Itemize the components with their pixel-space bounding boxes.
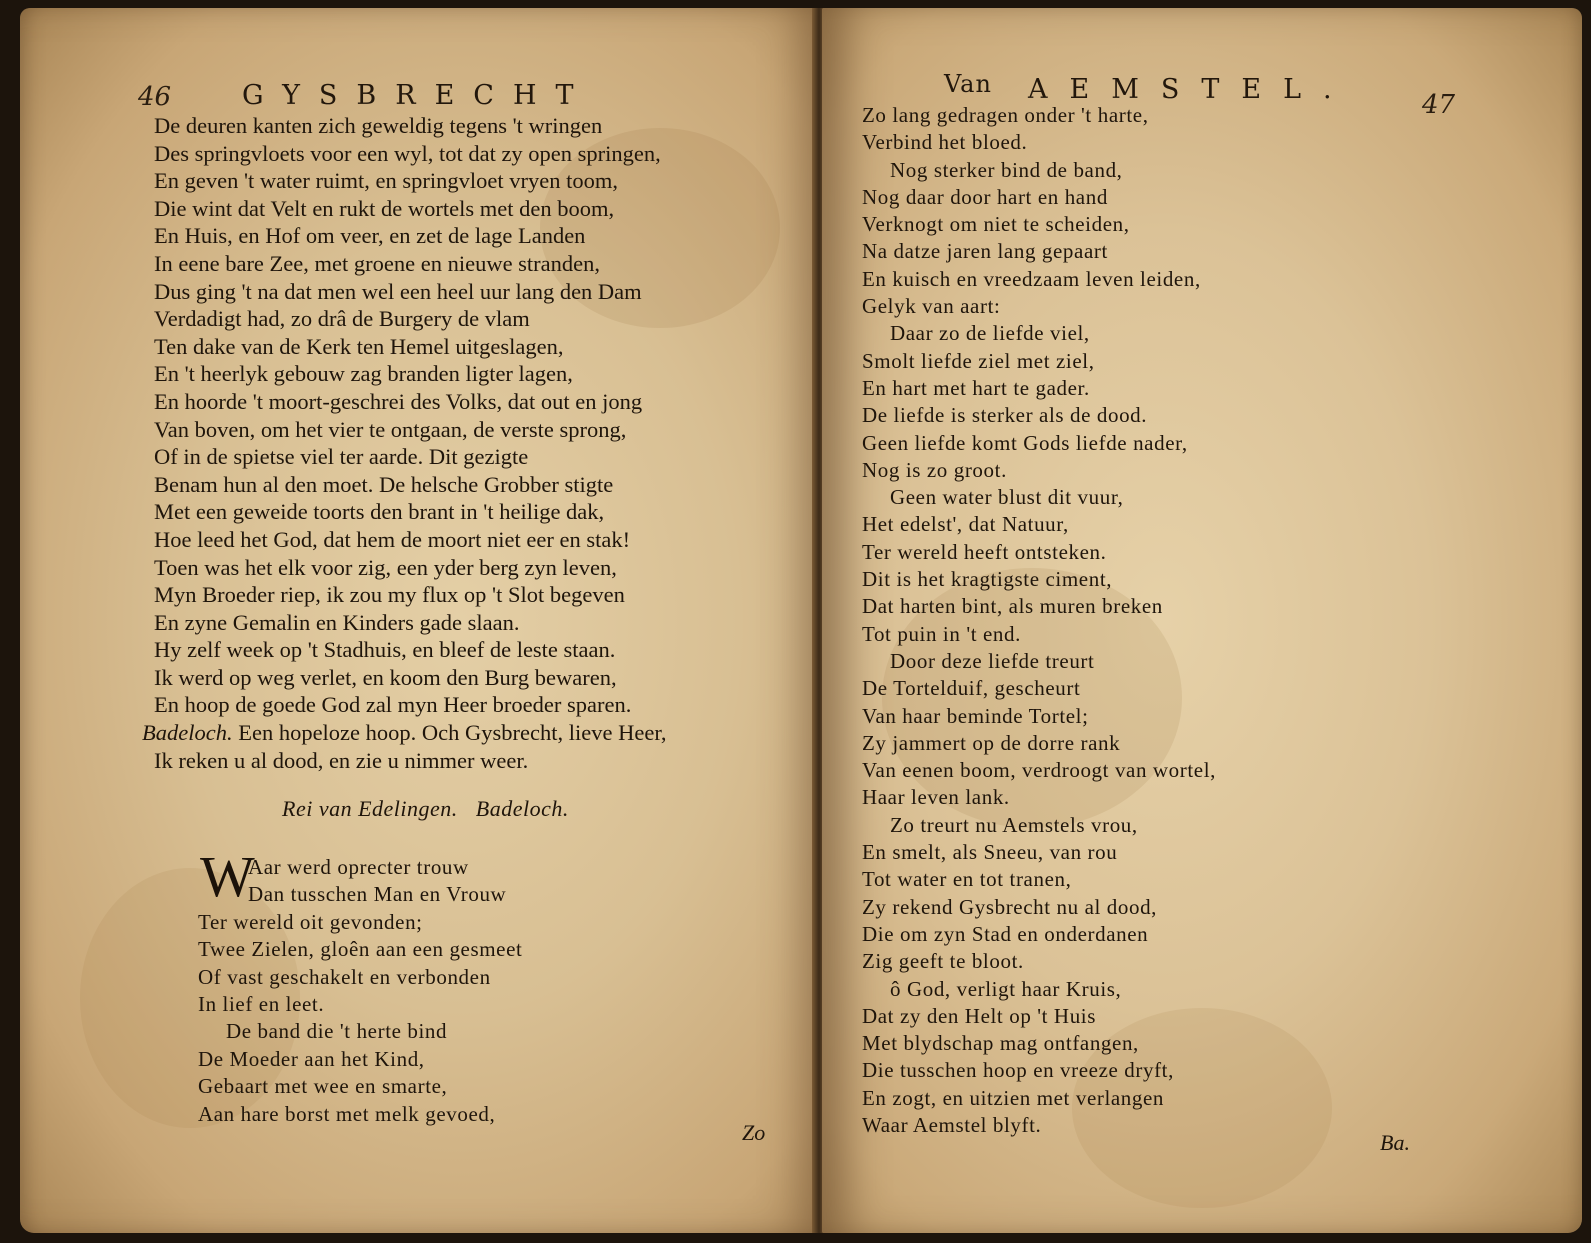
verse-line: Hy zelf week op 't Stadhuis, en bleef de leste staan. — [154, 637, 616, 663]
verse-line: Dat zy den Helt op 't Huis — [862, 1003, 1097, 1028]
verse-line: Ter wereld heeft ontsteken. — [862, 539, 1107, 564]
verse-line: En Huis, en Hof om veer, en zet de lage Landen — [154, 223, 586, 249]
verse-line: De liefde is sterker als de dood. — [862, 403, 1148, 428]
verse-line: Tot water en tot tranen, — [862, 867, 1072, 892]
song-line: Twee Zielen, gloên aan een gesmeet — [198, 937, 523, 962]
verse-line: Nog daar door hart en hand — [862, 184, 1108, 209]
catchword-right: Ba. — [1380, 1130, 1410, 1155]
verse-line: Met blydschap mag ontfangen, — [862, 1031, 1139, 1056]
verse-line: De deuren kanten zich geweldig tegens 't wringen — [154, 113, 603, 138]
verse-line: Ten dake van de Kerk ten Hemel uitgeslagen, — [154, 333, 564, 359]
right-page — [822, 8, 1582, 1233]
speaker-name: Badeloch. — [142, 720, 233, 746]
verse-line: Zy rekend Gysbrecht nu al dood, — [862, 894, 1158, 919]
verse-line: Met een geweide toorts den brant in 't heilige dak, — [154, 499, 605, 525]
verse-line: Tot puin in 't end. — [862, 621, 1021, 646]
song-block-left — [198, 854, 522, 1128]
verse-line: Geen liefde komt Gods liefde nader, — [862, 430, 1188, 455]
verse-line: Zo lang gedragen onder 't harte, — [862, 103, 1149, 127]
song-line: De band die 't herte bind — [226, 1019, 448, 1044]
left-page — [20, 8, 820, 1233]
verse-line: En zyne Gemalin en Kinders gade slaan. — [154, 609, 520, 635]
song-line: Of vast geschakelt en verbonden — [198, 964, 491, 989]
verse-line: En smelt, als Sneeu, van rou — [862, 840, 1118, 865]
speech-line: Ik reken u al dood, en zie u nimmer weer. — [154, 747, 529, 773]
verse-line: En 't heerlyk gebouw zag branden ligter lagen, — [154, 361, 573, 387]
verse-line: En zogt, en uitzien met verlangen — [862, 1085, 1165, 1110]
verse-line: Ik werd op weg verlet, en koom den Burg bewaren, — [154, 664, 617, 690]
verse-line: Zy jammert op de dorre rank — [862, 730, 1121, 755]
running-head-left: GYSBRECHT — [242, 80, 593, 111]
speech-text: Een hopeloze hoop. Och Gysbrecht, lieve Heer, — [238, 720, 667, 746]
verse-line: Zo treurt nu Aemstels vrou, — [890, 812, 1138, 837]
verse-line: Nog is zo groot. — [862, 457, 1007, 482]
song-line: Aan hare borst met melk gevoed, — [198, 1101, 496, 1126]
verse-line: Dit is het kragtigste ciment, — [862, 567, 1113, 592]
left-verse-block — [142, 112, 667, 774]
verse-line: Verbind het bloed. — [862, 130, 1028, 155]
verse-line: Verknogt om niet te scheiden, — [862, 212, 1130, 237]
verse-line: Verdadigt had, zo drâ de Burgery de vlam — [154, 306, 530, 332]
verse-line: Daar zo de liefde viel, — [890, 321, 1090, 346]
verse-line: Benam hun al den moet. De helsche Grobber stigte — [154, 471, 614, 497]
verse-line: Waar Aemstel blyft. — [862, 1112, 1042, 1137]
verse-line: Na datze jaren lang gepaart — [862, 239, 1108, 264]
verse-line: Myn Broeder riep, ik zou my flux op 't Slot begeven — [154, 582, 625, 608]
chorus-heading: Rei van Edelingen. Badeloch. — [282, 796, 569, 821]
verse-line: En hoorde 't moort-geschrei des Volks, dat out en jong — [154, 388, 643, 414]
song-line: In lief en leet. — [198, 992, 325, 1017]
verse-line: Hoe leed het God, dat hem de moort niet eer en stak! — [154, 526, 631, 552]
verse-line: Van boven, om het vier te ontgaan, de verste sprong, — [154, 416, 627, 442]
verse-line: ô God, verligt haar Kruis, — [890, 976, 1122, 1001]
verse-line: Die om zyn Stad en onderdanen — [862, 921, 1149, 946]
page-number-right: 47 — [1422, 90, 1456, 120]
verse-line: Haar leven lank. — [862, 785, 1010, 810]
verse-line: Het edelst', dat Natuur, — [862, 512, 1069, 537]
verse-line: Die tusschen hoop en vreeze dryft, — [862, 1058, 1174, 1083]
verse-line: Van haar beminde Tortel; — [862, 703, 1089, 728]
verse-line: En kuisch en vreedzaam leven leiden, — [862, 266, 1201, 291]
verse-line: En hart met hart te gader. — [862, 375, 1090, 400]
page-number-left: 46 — [138, 82, 172, 112]
verse-line: En hoop de goede God zal myn Heer broeder sparen. — [154, 692, 632, 718]
verse-line: Door deze liefde treurt — [890, 648, 1095, 673]
verse-line: Dus ging 't na dat men wel een heel uur lang den Dam — [154, 278, 642, 304]
verse-line: De Tortelduif, gescheurt — [862, 676, 1081, 701]
song-line: Ter wereld oit gevonden; — [198, 909, 423, 934]
drop-cap: W — [200, 844, 255, 909]
verse-line: Geen water blust dit vuur, — [890, 485, 1124, 510]
verse-line: Die wint dat Velt en rukt de wortels met den boom, — [154, 195, 615, 221]
verse-line: Des springvloets voor een wyl, tot dat zy open springen, — [154, 140, 661, 166]
verse-line: Dat harten bint, als muren breken — [862, 594, 1163, 619]
verse-line: Smolt liefde ziel met ziel, — [862, 348, 1095, 373]
verse-line: Of in de spietse viel ter aarde. Dit gezigte — [154, 444, 529, 470]
verse-line: En geven 't water ruimt, en springvloet vryen toom, — [154, 168, 618, 194]
song-line: Aar werd oprecter trouw — [248, 855, 469, 879]
speech-line — [142, 719, 667, 747]
verse-line: Van eenen boom, verdroogt van wortel, — [862, 758, 1217, 783]
verse-line: In eene bare Zee, met groene en nieuwe stranden, — [154, 250, 601, 276]
verse-line: Gelyk van aart: — [862, 294, 1001, 319]
verse-line: Toen was het elk voor zig, een yder berg zyn leven, — [154, 554, 617, 580]
running-head-right: AEMSTEL. — [1028, 74, 1354, 105]
song-line: Dan tusschen Man en Vrouw — [248, 882, 507, 907]
running-head-prefix: Van — [944, 70, 992, 98]
song-line: De Moeder aan het Kind, — [198, 1046, 425, 1071]
verse-line: Nog sterker bind de band, — [890, 157, 1123, 182]
verse-line: Zig geeft te bloot. — [862, 949, 1024, 974]
catchword-left: Zo — [742, 1120, 766, 1145]
song-line: Gebaart met wee en smarte, — [198, 1074, 448, 1099]
right-verse-block — [862, 102, 1216, 1139]
